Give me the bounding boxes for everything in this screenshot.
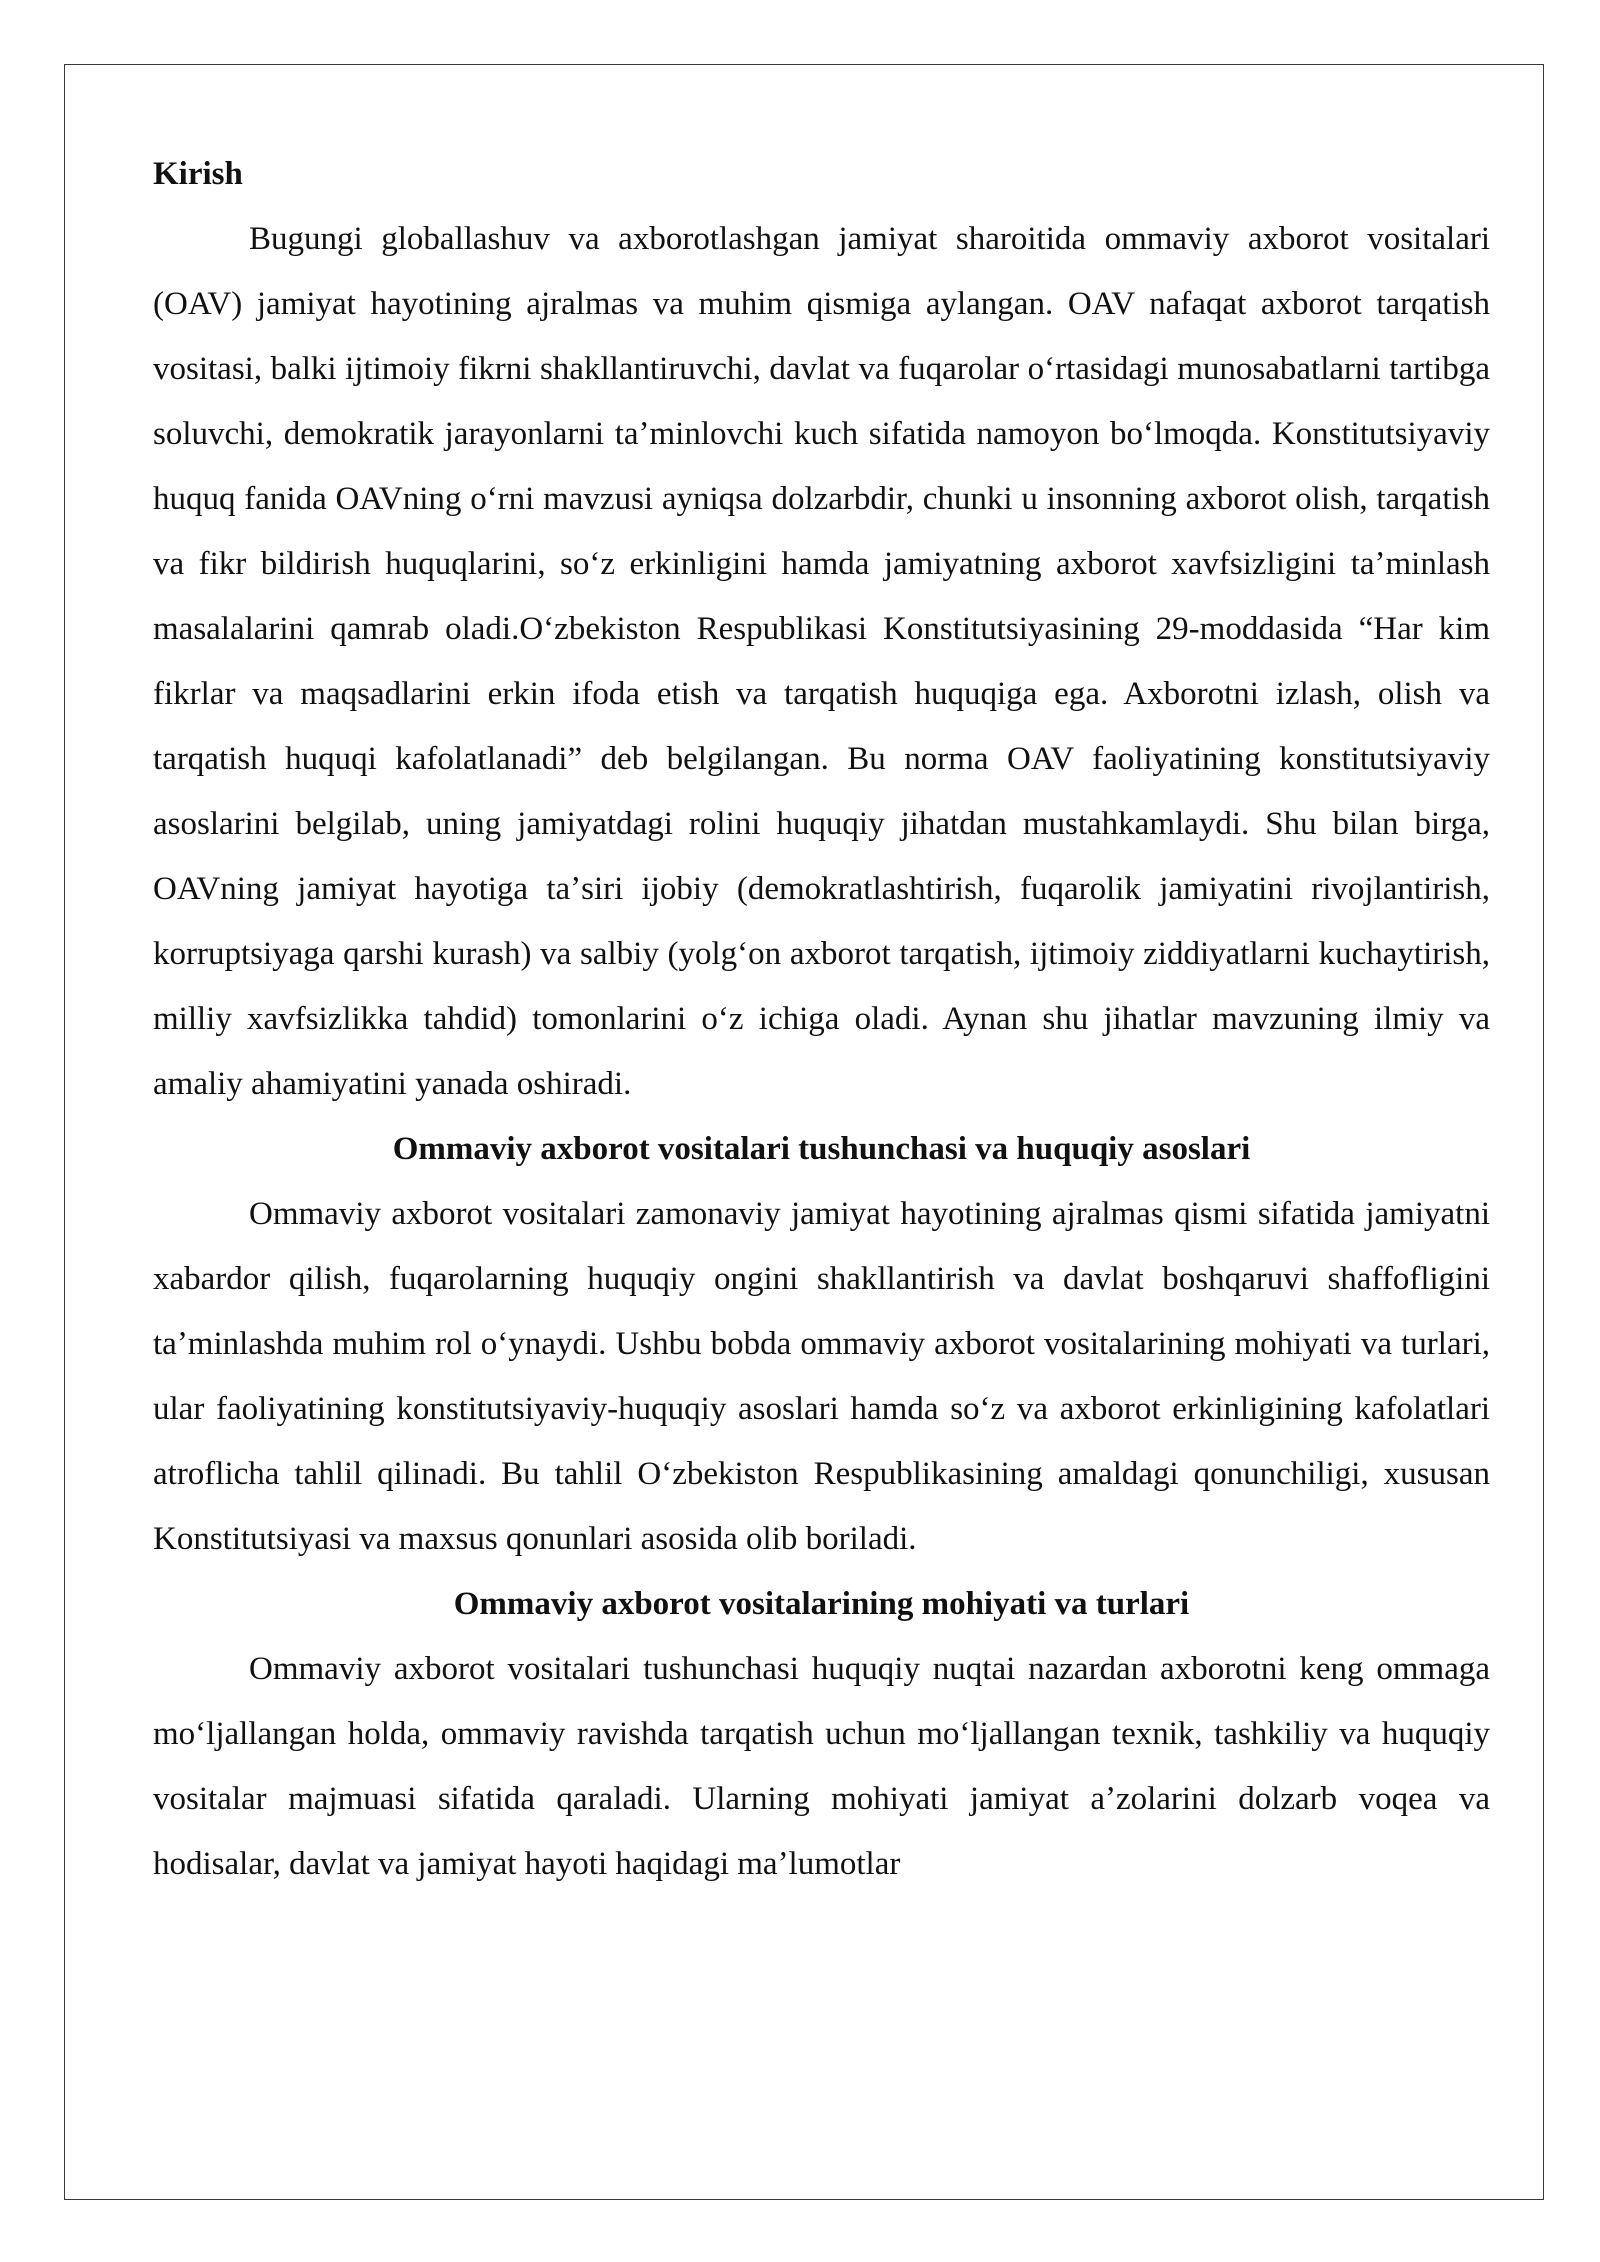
concept-paragraph: Ommaviy axborot vositalari zamonaviy jamiyat hayotining ajralmas qismi sifatida jamiyatni xabardor qilish, fuqarolarning huquqiy ongini shakllantirish va davlat boshqaruvi shaffofligini taʼminlashda muhim rol oʻynaydi. Ushbu bobda ommaviy axborot vositalarining mohiyati va turlari, ular faoliyatining konstitutsiyaviy-huquqiy asoslari hamda soʻz va axborot erkinligining kafolatlari atroflicha tahlil qilinadi. Bu tahlil Oʻzbekiston Respublikasining amaldagi qonunchiligi, xususan Konstitutsiyasi va maxsus qonunlari asosida olib boriladi. — [153, 1196, 1490, 1557]
essence-heading: Ommaviy axborot vositalarining mohiyati va turlari — [453, 1586, 1190, 1622]
intro-paragraph: Bugungi globallashuv va axborotlashgan jamiyat sharoitida ommaviy axborot vositalari (OAV) jamiyat hayotining ajralmas va muhim qismiga aylangan. OAV nafaqat axborot tarqatish vositasi, balki ijtimoiy fikrni shakllantiruvchi, davlat va fuqarolar oʻrtasidagi munosabatlarni tartibga soluvchi, demokratik jarayonlarni taʼminlovchi kuch sifatida namoyon boʻlmoqda. Konstitutsiyaviy huquq fanida OAVning oʻrni mavzusi ayniqsa dolzarbdir, chunki u insonning axborot olish, tarqatish va fikr bildirish huquqlarini, soʻz erkinligini hamda jamiyatning axborot xavfsizligini taʼminlash masalalarini qamrab oladi.Oʻzbekiston Respublikasi Konstitutsiyasining 29-moddasida “Har kim fikrlar va maqsadlarini erkin ifoda etish va tarqatish huquqiga ega. Axborotni izlash, olish va tarqatish huquqi kafolatlanadi” deb belgilangan. Bu norma OAV faoliyatining konstitutsiyaviy asoslarini belgilab, uning jamiyatdagi rolini huquqiy jihatdan mustahkamlaydi. Shu bilan birga, OAVning jamiyat hayotiga taʼsiri ijobiy (demokratlashtirish, fuqarolik jamiyatini rivojlantirish, korruptsiyaga qarshi kurash) va salbiy (yolgʻon axborot tarqatish, ijtimoiy ziddiyatlarni kuchaytirish, milliy xavfsizlikka tahdid) tomonlarini oʻz ichiga oladi. Aynan shu jihatlar mavzuning ilmiy va amaliy ahamiyatini yanada oshiradi. — [153, 221, 1490, 1102]
essence-paragraph: Ommaviy axborot vositalari tushunchasi huquqiy nuqtai nazardan axborotni keng ommaga moʻljallangan holda, ommaviy ravishda tarqatish uchun moʻljallangan texnik, tashkiliy va huquqiy vositalar majmuasi sifatida qaraladi. Ularning mohiyati jamiyat aʼzolarini dolzarb voqea va hodisalar, davlat va jamiyat hayoti haqidagi maʼlumotlar — [153, 1651, 1490, 1882]
intro-heading: Kirish — [153, 156, 243, 192]
document-body — [153, 142, 1490, 1897]
concept-heading: Ommaviy axborot vositalari tushunchasi va huquqiy asoslari — [392, 1131, 1251, 1167]
